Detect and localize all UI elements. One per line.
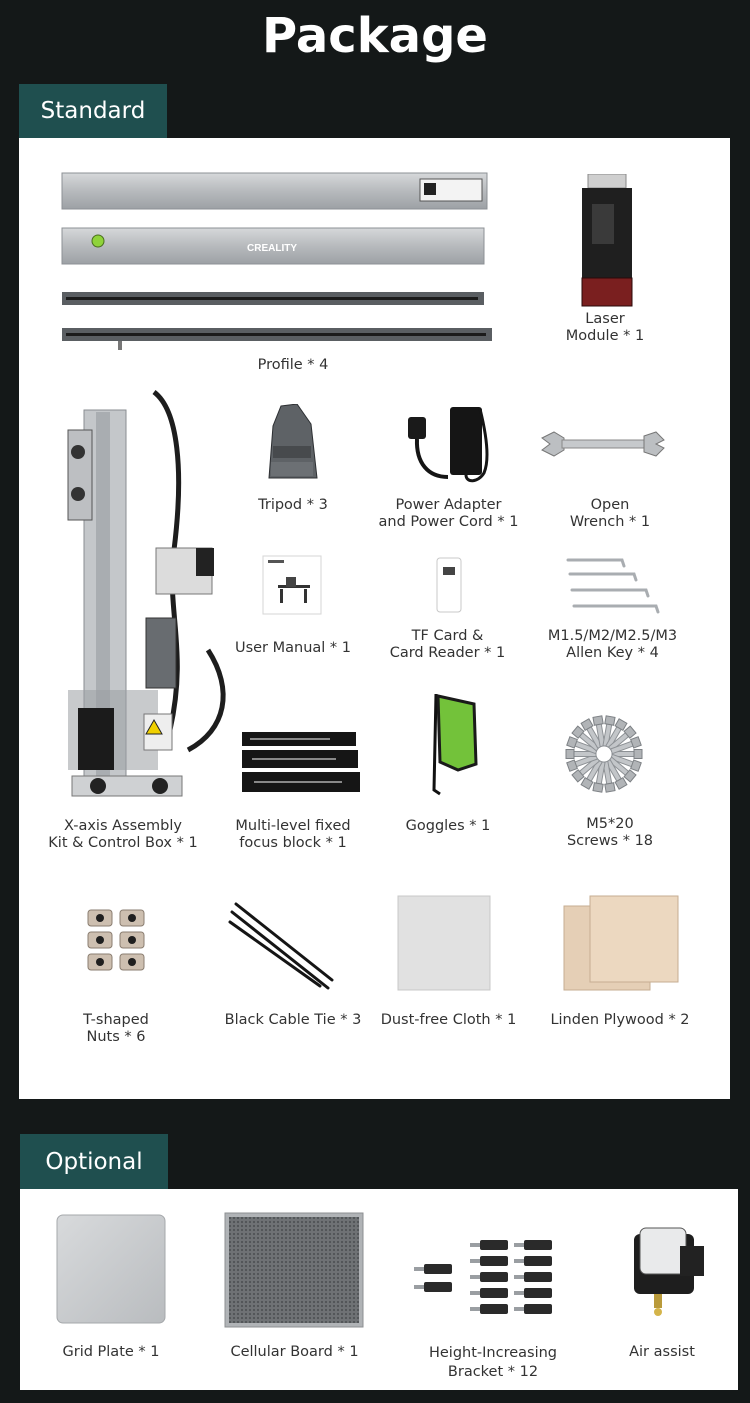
power-adapter-image bbox=[404, 403, 490, 485]
focus-block-image bbox=[240, 730, 360, 794]
linden-plywood-label: Linden Plywood * 2 bbox=[550, 1012, 690, 1028]
optional-tab bbox=[20, 1134, 168, 1189]
grid-plate-image bbox=[56, 1214, 166, 1324]
profile-label: Profile * 4 bbox=[257, 357, 329, 373]
cellular-board-label: Cellular Board * 1 bbox=[230, 1344, 359, 1360]
screws-image bbox=[562, 712, 646, 796]
wrench-label: Open Wrench * 1 bbox=[569, 497, 651, 530]
screws-label: M5*20 Screws * 18 bbox=[566, 816, 654, 849]
tripod-label: Tripod * 3 bbox=[258, 497, 328, 513]
air-assist-label: Air assist bbox=[629, 1344, 695, 1360]
allen-keys-label: M1.5/M2/M2.5/M3 Allen Key * 4 bbox=[547, 628, 678, 661]
height-bracket-label: Height-Increasing Bracket * 12 bbox=[428, 1345, 558, 1380]
focus-block-label: Multi-level fixed focus block * 1 bbox=[235, 818, 351, 851]
user-manual-image bbox=[262, 555, 322, 615]
page-title: Package bbox=[262, 8, 488, 64]
linden-plywood-image bbox=[562, 894, 680, 992]
x-axis-assembly-label: X-axis Assembly Kit & Control Box * 1 bbox=[48, 818, 198, 851]
tripod-image bbox=[265, 404, 319, 482]
allen-keys-image bbox=[562, 552, 662, 614]
dust-free-cloth-label: Dust-free Cloth * 1 bbox=[380, 1012, 517, 1028]
x-axis-assembly-image bbox=[58, 390, 238, 802]
goggles-label: Goggles * 1 bbox=[405, 818, 491, 834]
profile-brand-text: CREALITY bbox=[247, 243, 297, 254]
tf-card-reader-image bbox=[436, 557, 462, 613]
t-nuts-image bbox=[86, 908, 148, 972]
power-adapter-label: Power Adapter and Power Cord * 1 bbox=[378, 497, 519, 530]
grid-plate-label: Grid Plate * 1 bbox=[62, 1344, 160, 1360]
t-nuts-label: T-shaped Nuts * 6 bbox=[83, 1012, 149, 1045]
user-manual-label: User Manual * 1 bbox=[234, 640, 352, 656]
cable-tie-image bbox=[228, 900, 338, 990]
laser-module-image bbox=[578, 174, 638, 310]
air-assist-image bbox=[620, 1226, 708, 1318]
tf-card-label: TF Card & Card Reader * 1 bbox=[389, 628, 506, 661]
height-bracket-image bbox=[410, 1234, 560, 1324]
goggles-image bbox=[430, 690, 480, 800]
standard-tab-label: Standard bbox=[40, 98, 146, 124]
wrench-image bbox=[540, 430, 665, 458]
cable-tie-label: Black Cable Tie * 3 bbox=[224, 1012, 362, 1028]
cellular-board-image bbox=[224, 1212, 364, 1328]
laser-module-label: Laser Module * 1 bbox=[565, 311, 645, 344]
dust-free-cloth-image bbox=[397, 895, 491, 991]
standard-tab bbox=[19, 84, 167, 138]
profile-image bbox=[60, 170, 492, 350]
optional-tab-label: Optional bbox=[45, 1148, 143, 1175]
